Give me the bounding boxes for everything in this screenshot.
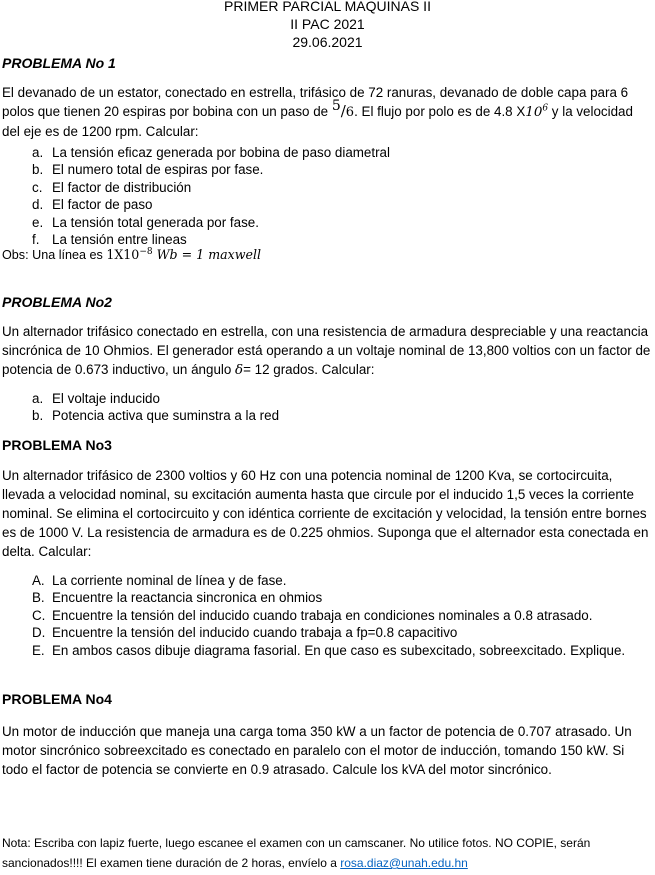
list-item: b. Potencia activa que suminstra a la red xyxy=(32,408,280,424)
list-item: B. Encuentre la reactancia sincronica en ohmios xyxy=(32,590,323,606)
exam-period: II PAC 2021 xyxy=(290,16,365,32)
exam-footer-note: Nota: Escriba con lapiz fuerte, luego escanee el examen con un camscaner. No utilice fotos. NO COPIE, serán sancionados!!!! El examen tiene duración de 2 horas, envíelo a rosa.diaz@unah.edu.hn xyxy=(2,836,591,870)
instructor-email-link[interactable]: rosa.diaz@unah.edu.hn xyxy=(340,856,468,870)
list-item: A. La corriente nominal de línea y de fase. xyxy=(32,573,287,588)
exam-header xyxy=(0,0,655,51)
problem-2-items xyxy=(28,390,279,425)
problem-3-items xyxy=(28,572,654,659)
list-item: a. La tensión eficaz generada por bobina de paso diametral xyxy=(32,145,390,160)
list-item: f. La tensión entre lineas xyxy=(32,232,187,248)
problem-4-title: PROBLEMA No4 xyxy=(2,691,112,707)
list-item: d. El factor de paso xyxy=(32,197,153,213)
list-item: E. En ambos casos dibuje diagrama fasorial. En que caso es subexcitado, sobreexcitado. Explique. xyxy=(32,642,626,658)
problem-3-title: PROBLEMA No3 xyxy=(2,437,112,453)
list-item: c. El factor de distribución xyxy=(32,179,192,195)
pitch-fraction: 5/6 xyxy=(331,98,355,120)
list-item: e. La tensión total generada por fase. xyxy=(32,214,259,230)
list-item: C. Encuentre la tensión del inducido cuando trabaja en condiciones nominales a 0.8 atrasado. xyxy=(32,607,593,623)
delta-symbol: δ xyxy=(235,363,244,378)
problem-1-title: PROBLEMA No 1 xyxy=(2,55,116,71)
exam-title: PRIMER PARCIAL MAQUINAS II xyxy=(224,0,431,14)
list-item: b. El numero total de espiras por fase. xyxy=(32,162,264,178)
problem-1-items xyxy=(28,144,390,248)
problem-3-statement: Un alternador trifásico de 2300 voltios y 60 Hz con una potencia nominal de 1200 Kva, se cortocircuita, llevada a velocidad nominal, su excitación aumenta hasta que circule por el inducido 1,5 veces la corriente nominal. Se elimina el cortocircuito y con idéntica corriente de excitación y velocidad, la tensión entre bornes es de 1000 V. La resistencia de armadura es de 0.225 ohmios. Suponga que el alternador esta conectada en delta. Calcular: xyxy=(2,468,649,559)
problem-2-statement: Un alternador trifásico conectado en estrella, con una resistencia de armadura despreciable y una reactancia sincrónica de 10 Ohmios. El generador está operando a un voltaje nominal de 13,800 voltios con un factor de potencia de 0.673 inductivo, un ángulo δ= 12 grados. Calcular: xyxy=(2,324,651,378)
problem-1-statement: El devanado de un estator, conectado en estrella, trifásico de 72 ranuras, devanado de doble capa para 6 polos que tienen 20 espiras por bobina con un paso de 5/6. El flujo por polo es de 4.8 $X10^6$ y la velocidad del eje es de 1200 rpm. Calcular: xyxy=(2,85,633,139)
problem-2-title: PROBLEMA No2 xyxy=(2,294,112,310)
list-item: D. Encuentre la tensión del inducido cuando trabaja a fp=0.8 capacitivo xyxy=(32,625,458,641)
flux-value: $10^6$ xyxy=(525,103,549,120)
list-item: a. El voltaje inducido xyxy=(32,391,160,406)
exam-date: 29.06.2021 xyxy=(292,34,363,50)
problem-4-statement: Un motor de inducción que maneja una carga toma 350 kW a un factor de potencia de 0.707 atrasado. Un motor sincrónico sobreexcitado es conectado en paralelo con el motor de inducción, tomando 150 kW. Si todo el factor de potencia se convierte en 0.9 atrasado. Calcule los kVA del motor sincrónico. xyxy=(2,724,632,777)
problem-1-observation: Obs: Una línea es $1X10^{-8}$ Wb = 1 maxwell xyxy=(2,246,262,262)
